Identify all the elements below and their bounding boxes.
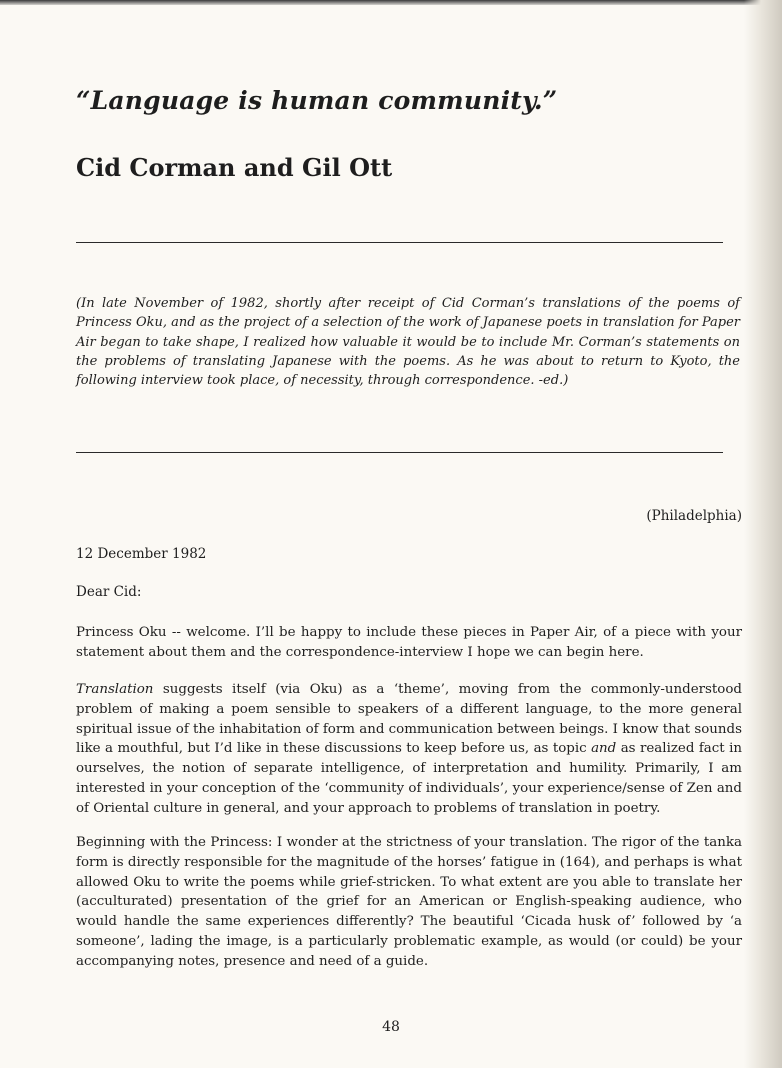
divider-top — [76, 242, 723, 243]
article-authors: Cid Corman and Gil Ott — [76, 153, 393, 182]
editor-intro: (In late November of 1982, shortly after receipt of Cid Corman’s translations of the poems of Princess Oku, and as the project of a selection of the work of Japanese poets in translation for Paper Air began to take shape, I realized how valuable it would be to include Mr. Corman’s statements on the problems of translating Japanese with the poems. As he was about to return to Kyoto, the following interview took place, of necessity, through correspondence. -ed.) — [76, 296, 740, 389]
letter-paragraph-1: Princess Oku -- welcome. I’ll be happy to include these pieces in Paper Air, of a piece with your statement about them and the correspondence-interview I hope we can begin here. — [76, 625, 742, 660]
letter-salutation: Dear Cid: — [76, 584, 142, 600]
paragraph-2-mid-italic: and — [591, 741, 617, 757]
article-title: “Language is human community.” — [76, 86, 558, 115]
paragraph-2-lead-italic: Translation — [76, 682, 154, 697]
page-binding-shadow — [744, 0, 782, 1068]
page-number: 48 — [382, 1019, 400, 1035]
letter-date: 12 December 1982 — [76, 546, 207, 562]
letter-paragraph-3: Beginning with the Princess: I wonder at the strictness of your translation. The rigor of the tanka form is directly responsible for the magnitude of the horses’ fatigue in (164), and perhaps is what allowed Oku to write the poems while grief-stricken. To what extent are you able to translate her (acculturated) presentation of the grief for an American or English-speaking audience, who would handle the same experiences differently? The beautiful ‘Cicada husk of’ followed by ‘a someone’, lading the image, is a particularly problematic example, as would (or could) be your accompanying notes, presence and need of a guide. — [76, 835, 742, 969]
letter-location: (Philadelphia) — [646, 508, 742, 524]
paragraph-2-text-1: suggests itself (via Oku) as a ‘theme’, moving from the commonly-understood problem of making a poem sensible to speakers of a different language, to the more general spiritual issue of the inhabitation of form and communication between beings. I know that sounds like a mouthful, but I’d like in these discussions to keep before us, as topic — [76, 682, 742, 757]
letter-paragraph-2 — [76, 680, 742, 819]
divider-bottom — [76, 452, 723, 453]
page-top-edge — [0, 0, 782, 5]
paragraph-2-text-2: as realized fact in ourselves, the notion of separate intelligence, of interpretation and humility. Primarily, I am interested in your conception of the ‘community of individuals’, your experience/sense of Zen and of Oriental culture in general, and your approach to problems of translation in poetry. — [76, 741, 742, 816]
